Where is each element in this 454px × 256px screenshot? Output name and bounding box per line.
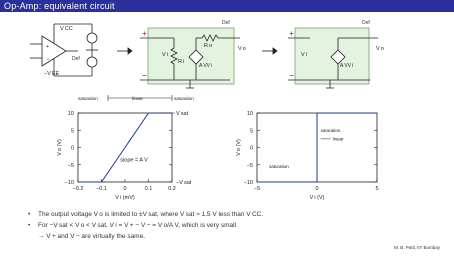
x-tick-label: −0.1 xyxy=(96,186,107,192)
note-2-text: For −V sat < V o < V sat, V i = V + − V − = V o/A V, which is very small xyxy=(38,222,237,229)
minus-sign: − xyxy=(142,71,147,80)
y-tick-label: 10 xyxy=(67,111,74,117)
x-tick-label: −5 xyxy=(253,186,261,192)
y-tick-label: −10 xyxy=(64,180,74,186)
neg-vsat-label: −V sat xyxy=(176,180,192,186)
ro-label: R o xyxy=(204,43,213,49)
x-tick-label: 0 xyxy=(123,186,127,192)
note-3 xyxy=(28,231,448,242)
chart-wide-range xyxy=(236,111,379,201)
bullet-icon: • xyxy=(28,222,31,229)
notes-block xyxy=(28,209,448,242)
vi-label-ideal: V i xyxy=(301,52,307,58)
page-title: Op-Amp: equivalent circuit xyxy=(4,1,115,11)
equivalent-circuit-full xyxy=(140,20,246,88)
y-tick-label: −5 xyxy=(246,162,253,169)
y-tick-label: −10 xyxy=(243,180,253,186)
vi-label: V i xyxy=(162,52,168,58)
region-mid-label: linear xyxy=(132,96,144,101)
plus-sign-ideal: + xyxy=(289,29,294,38)
note-1 xyxy=(28,209,448,220)
credit: M. B. Patil, IIT Bombay xyxy=(394,245,440,250)
avvi-label: A VV i xyxy=(199,63,213,69)
y-tick-label: 0 xyxy=(249,145,253,152)
y-tick-label: 10 xyxy=(246,111,253,117)
vo-label-ideal: V o xyxy=(376,46,384,52)
x-tick-label: 5 xyxy=(375,186,379,192)
vee-label: −V EE xyxy=(44,71,60,77)
def-label-3: Def xyxy=(362,20,370,26)
vcc-label: V CC xyxy=(60,26,73,32)
ri-label: R i xyxy=(178,59,185,65)
y-tick-label: 0 xyxy=(70,145,74,152)
annotation-mid: linear xyxy=(332,136,344,142)
note-2 xyxy=(28,220,448,231)
region-right-label: saturation xyxy=(174,96,194,101)
vsat-label: V sat xyxy=(176,111,189,117)
equivalent-circuit-ideal xyxy=(288,20,384,88)
def-label-2: Def xyxy=(222,20,230,26)
y-tick-label: −5 xyxy=(67,162,74,169)
avvi-label-ideal: A VV i xyxy=(340,63,354,69)
minus-sign-ideal: − xyxy=(289,71,294,80)
annotation-bottom: saturation xyxy=(269,164,289,170)
y-axis-label: V o (V) xyxy=(57,139,63,156)
slope-annotation: slope = A V xyxy=(120,157,148,164)
x-tick-label: −0.2 xyxy=(72,186,84,192)
region-left-label: saturation xyxy=(78,96,98,101)
vo-label: V o xyxy=(238,46,246,52)
note-3-text: → V + and V − are virtually the same. xyxy=(38,233,146,240)
x-tick-label: 0.2 xyxy=(168,186,176,192)
opamp-minus-label: − xyxy=(46,57,50,63)
x-tick-label: 0.1 xyxy=(144,186,153,192)
y-tick-label: 5 xyxy=(249,128,253,135)
plus-sign: + xyxy=(142,29,147,38)
note-1-text: The output voltage V o is limited to ±V sat, where V sat ≈ 1.5 V less than V CC. xyxy=(38,211,264,218)
annotation-top: saturation xyxy=(320,127,341,133)
x-axis-label: V i (V) xyxy=(309,195,325,201)
bullet-icon: • xyxy=(28,211,31,218)
opamp-plus-label: + xyxy=(46,44,49,50)
x-tick-label: 0 xyxy=(315,186,319,192)
y-axis-label: V o (V) xyxy=(236,139,242,156)
y-tick-label: 5 xyxy=(70,128,74,135)
chart-linear-region xyxy=(57,111,192,201)
x-axis-label: V i (mV) xyxy=(115,195,135,201)
def-label-1: Def xyxy=(72,56,80,62)
